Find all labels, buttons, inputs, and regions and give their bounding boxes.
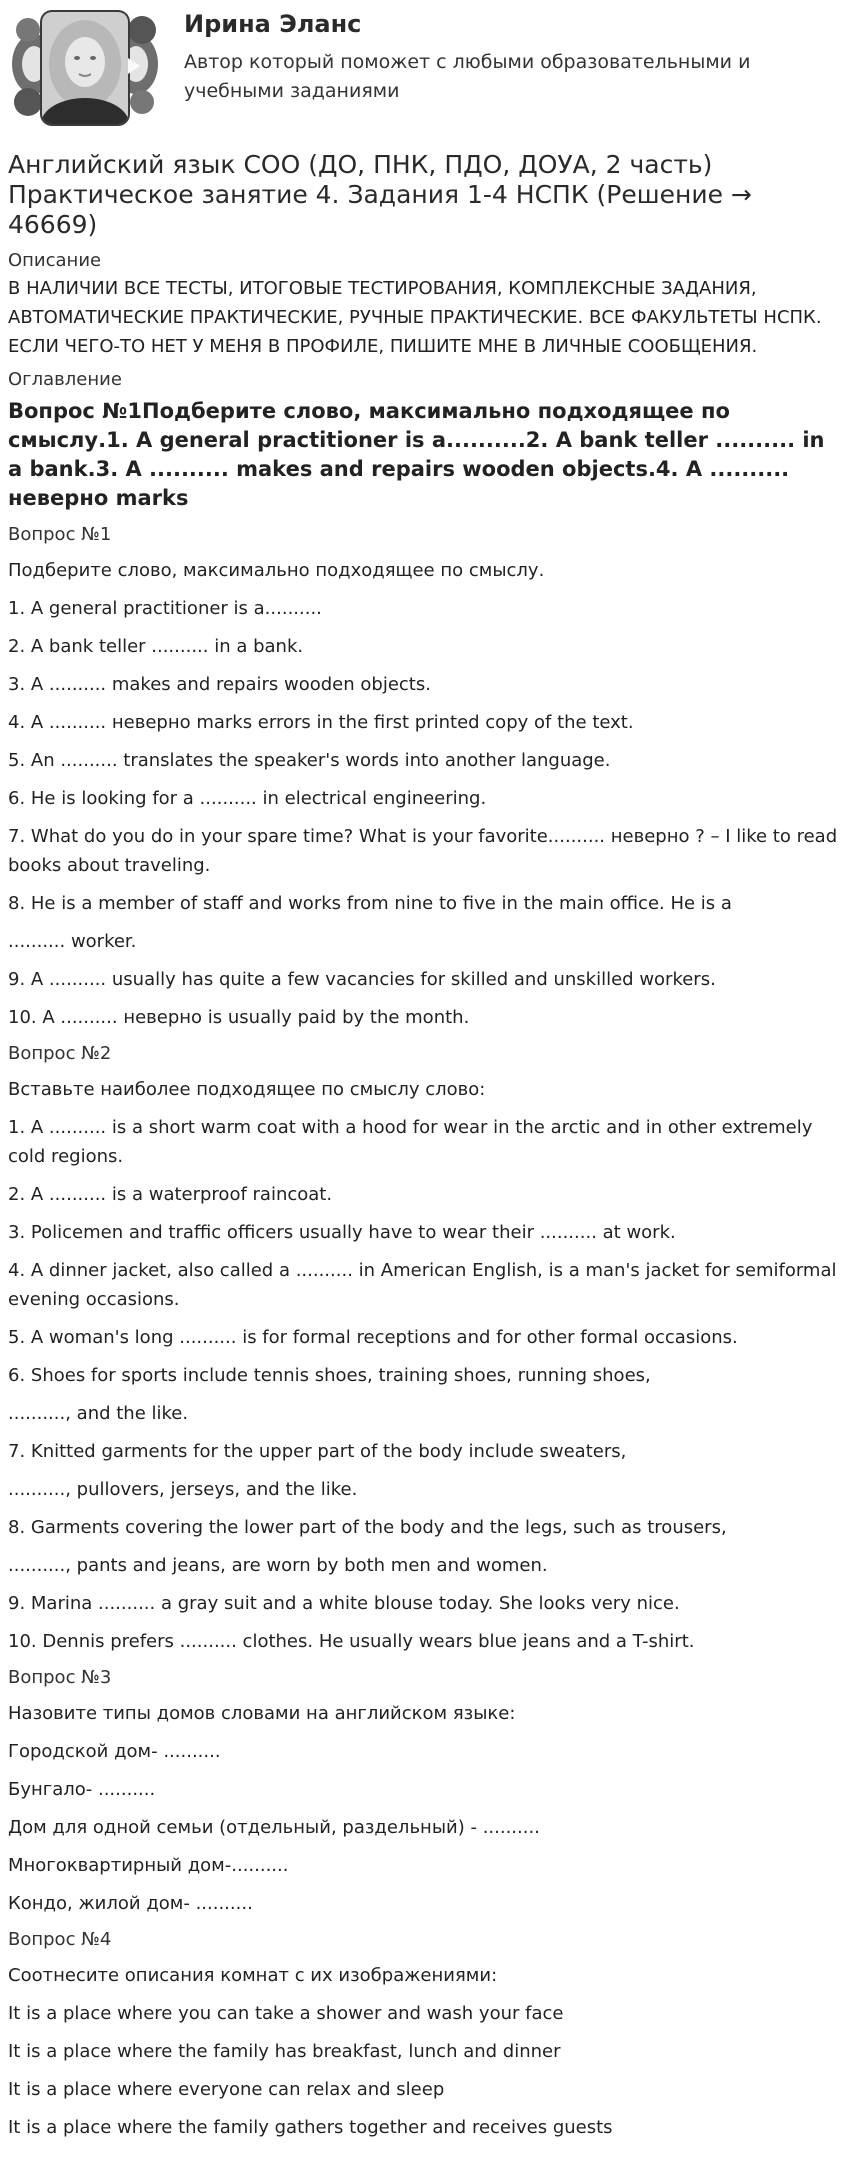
question-line: 10. Dennis prefers .......... clothes. He usually wears blue jeans and a T-shirt. (8, 1631, 695, 1652)
question-line: 5. An .......... translates the speaker's words into another language. (8, 750, 611, 771)
question-line: 8. Garments covering the lower part of the body and the legs, such as trousers, (8, 1517, 727, 1538)
question-line: It is a place where the family gathers together and receives guests (8, 2117, 613, 2138)
question-line: .........., pullovers, jerseys, and the like. (8, 1479, 358, 1500)
question-line: 4. A dinner jacket, also called a .......... in American English, is a man's jacket for semiformal evening occasions. (8, 1260, 837, 1310)
question-line: It is a place where the family has breakfast, lunch and dinner (8, 2041, 561, 2062)
toc-link[interactable]: Вопрос №1Подберите слово, максимально подходящее по смыслу.1. A general practitioner is a..........2. A bank teller .......... in a bank.3. A .......... makes and repairs wooden objects.4. A .......... неверно marks (8, 399, 825, 510)
question-line: 6. He is looking for a .......... in electrical engineering. (8, 788, 487, 809)
question-line: 10. A .......... неверно is usually paid by the month. (8, 1007, 470, 1028)
question-line: 7. Knitted garments for the upper part of the body include sweaters, (8, 1441, 627, 1462)
question-line: .......... worker. (8, 931, 137, 952)
question-header: Вопрос №2 (8, 1043, 112, 1064)
question-line: 7. What do you do in your spare time? What is your favorite.......... неверно ? – I like to read books about traveling. (8, 826, 838, 876)
question-line: Назовите типы домов словами на английском языке: (8, 1703, 516, 1724)
question-line: 5. A woman's long .......... is for formal receptions and for other formal occasions. (8, 1327, 738, 1348)
question-line: 6. Shoes for sports include tennis shoes, training shoes, running shoes, (8, 1365, 651, 1386)
question-line: Кондо, жилой дом- .......... (8, 1893, 253, 1914)
question-header: Вопрос №4 (8, 1929, 112, 1950)
question-line: 1. A .......... is a short warm coat with a hood for wear in the arctic and in other extremely cold regions. (8, 1117, 813, 1167)
avatar-photo-icon[interactable] (10, 6, 160, 130)
question-line: .........., and the like. (8, 1403, 189, 1424)
question-line: 2. A bank teller .......... in a bank. (8, 636, 304, 657)
question-line: Дом для одной семьи (отдельный, раздельный) - .......... (8, 1817, 540, 1838)
question-line: Подберите слово, максимально подходящее по смыслу. (8, 560, 545, 581)
question-line: 4. A .......... неверно marks errors in the first printed copy of the text. (8, 712, 634, 733)
description-label: Описание (8, 250, 102, 271)
question-block (8, 523, 840, 1032)
question-block (8, 1928, 840, 2142)
question-line: 8. He is a member of staff and works from nine to five in the main office. He is a (8, 893, 732, 914)
question-line: .........., pants and jeans, are worn by both men and women. (8, 1555, 548, 1576)
questions-list (8, 523, 840, 2142)
question-line: Многоквартирный дом-.......... (8, 1855, 289, 1876)
question-line: 9. A .......... usually has quite a few vacancies for skilled and unskilled workers. (8, 969, 716, 990)
question-line: It is a place where everyone can relax and sleep (8, 2079, 445, 2100)
question-line: Соотнесите описания комнат с их изображениями: (8, 1965, 498, 1986)
question-header: Вопрос №1 (8, 524, 112, 545)
page-title: Английский язык СОО (ДО, ПНК, ПДО, ДОУА, 2 часть) Практическое занятие 4. Задания 1-4 НСПК (Решение → 46669) (8, 150, 752, 239)
question-line: 2. A .......... is a waterproof raincoat. (8, 1184, 333, 1205)
question-block (8, 1042, 840, 1656)
question-line: 3. A .......... makes and repairs wooden objects. (8, 674, 431, 695)
question-line: Вставьте наиболее подходящее по смыслу слово: (8, 1079, 486, 1100)
question-line: 1. A general practitioner is a.......... (8, 598, 322, 619)
question-block (8, 1666, 840, 1918)
question-line: It is a place where you can take a shower and wash your face (8, 2003, 564, 2024)
description-text: В НАЛИЧИИ ВСЕ ТЕСТЫ, ИТОГОВЫЕ ТЕСТИРОВАНИЯ, КОМПЛЕКСНЫЕ ЗАДАНИЯ, АВТОМАТИЧЕСКИЕ ПРАКТИЧЕСКИЕ, РУЧНЫЕ ПРАКТИЧЕСКИЕ. ВСЕ ФАКУЛЬТЕТЫ НСПК. ЕСЛИ ЧЕГО-ТО НЕТ У МЕНЯ В ПРОФИЛЕ, ПИШИТЕ МНЕ В ЛИЧНЫЕ СООБЩЕНИЯ. (8, 278, 822, 357)
question-header: Вопрос №3 (8, 1667, 112, 1688)
question-line: Бунгало- .......... (8, 1779, 156, 1800)
question-line: Городской дом- .......... (8, 1741, 221, 1762)
question-line: 3. Policemen and traffic officers usually have to wear their .......... at work. (8, 1222, 676, 1243)
author-description: Автор который поможет с любыми образовательными и учебными заданиями (184, 51, 751, 102)
toc-label: Оглавление (8, 369, 122, 390)
author-card (8, 0, 840, 140)
question-line: 9. Marina .......... a gray suit and a white blouse today. She looks very nice. (8, 1593, 680, 1614)
author-name[interactable]: Ирина Эланс (184, 10, 362, 38)
